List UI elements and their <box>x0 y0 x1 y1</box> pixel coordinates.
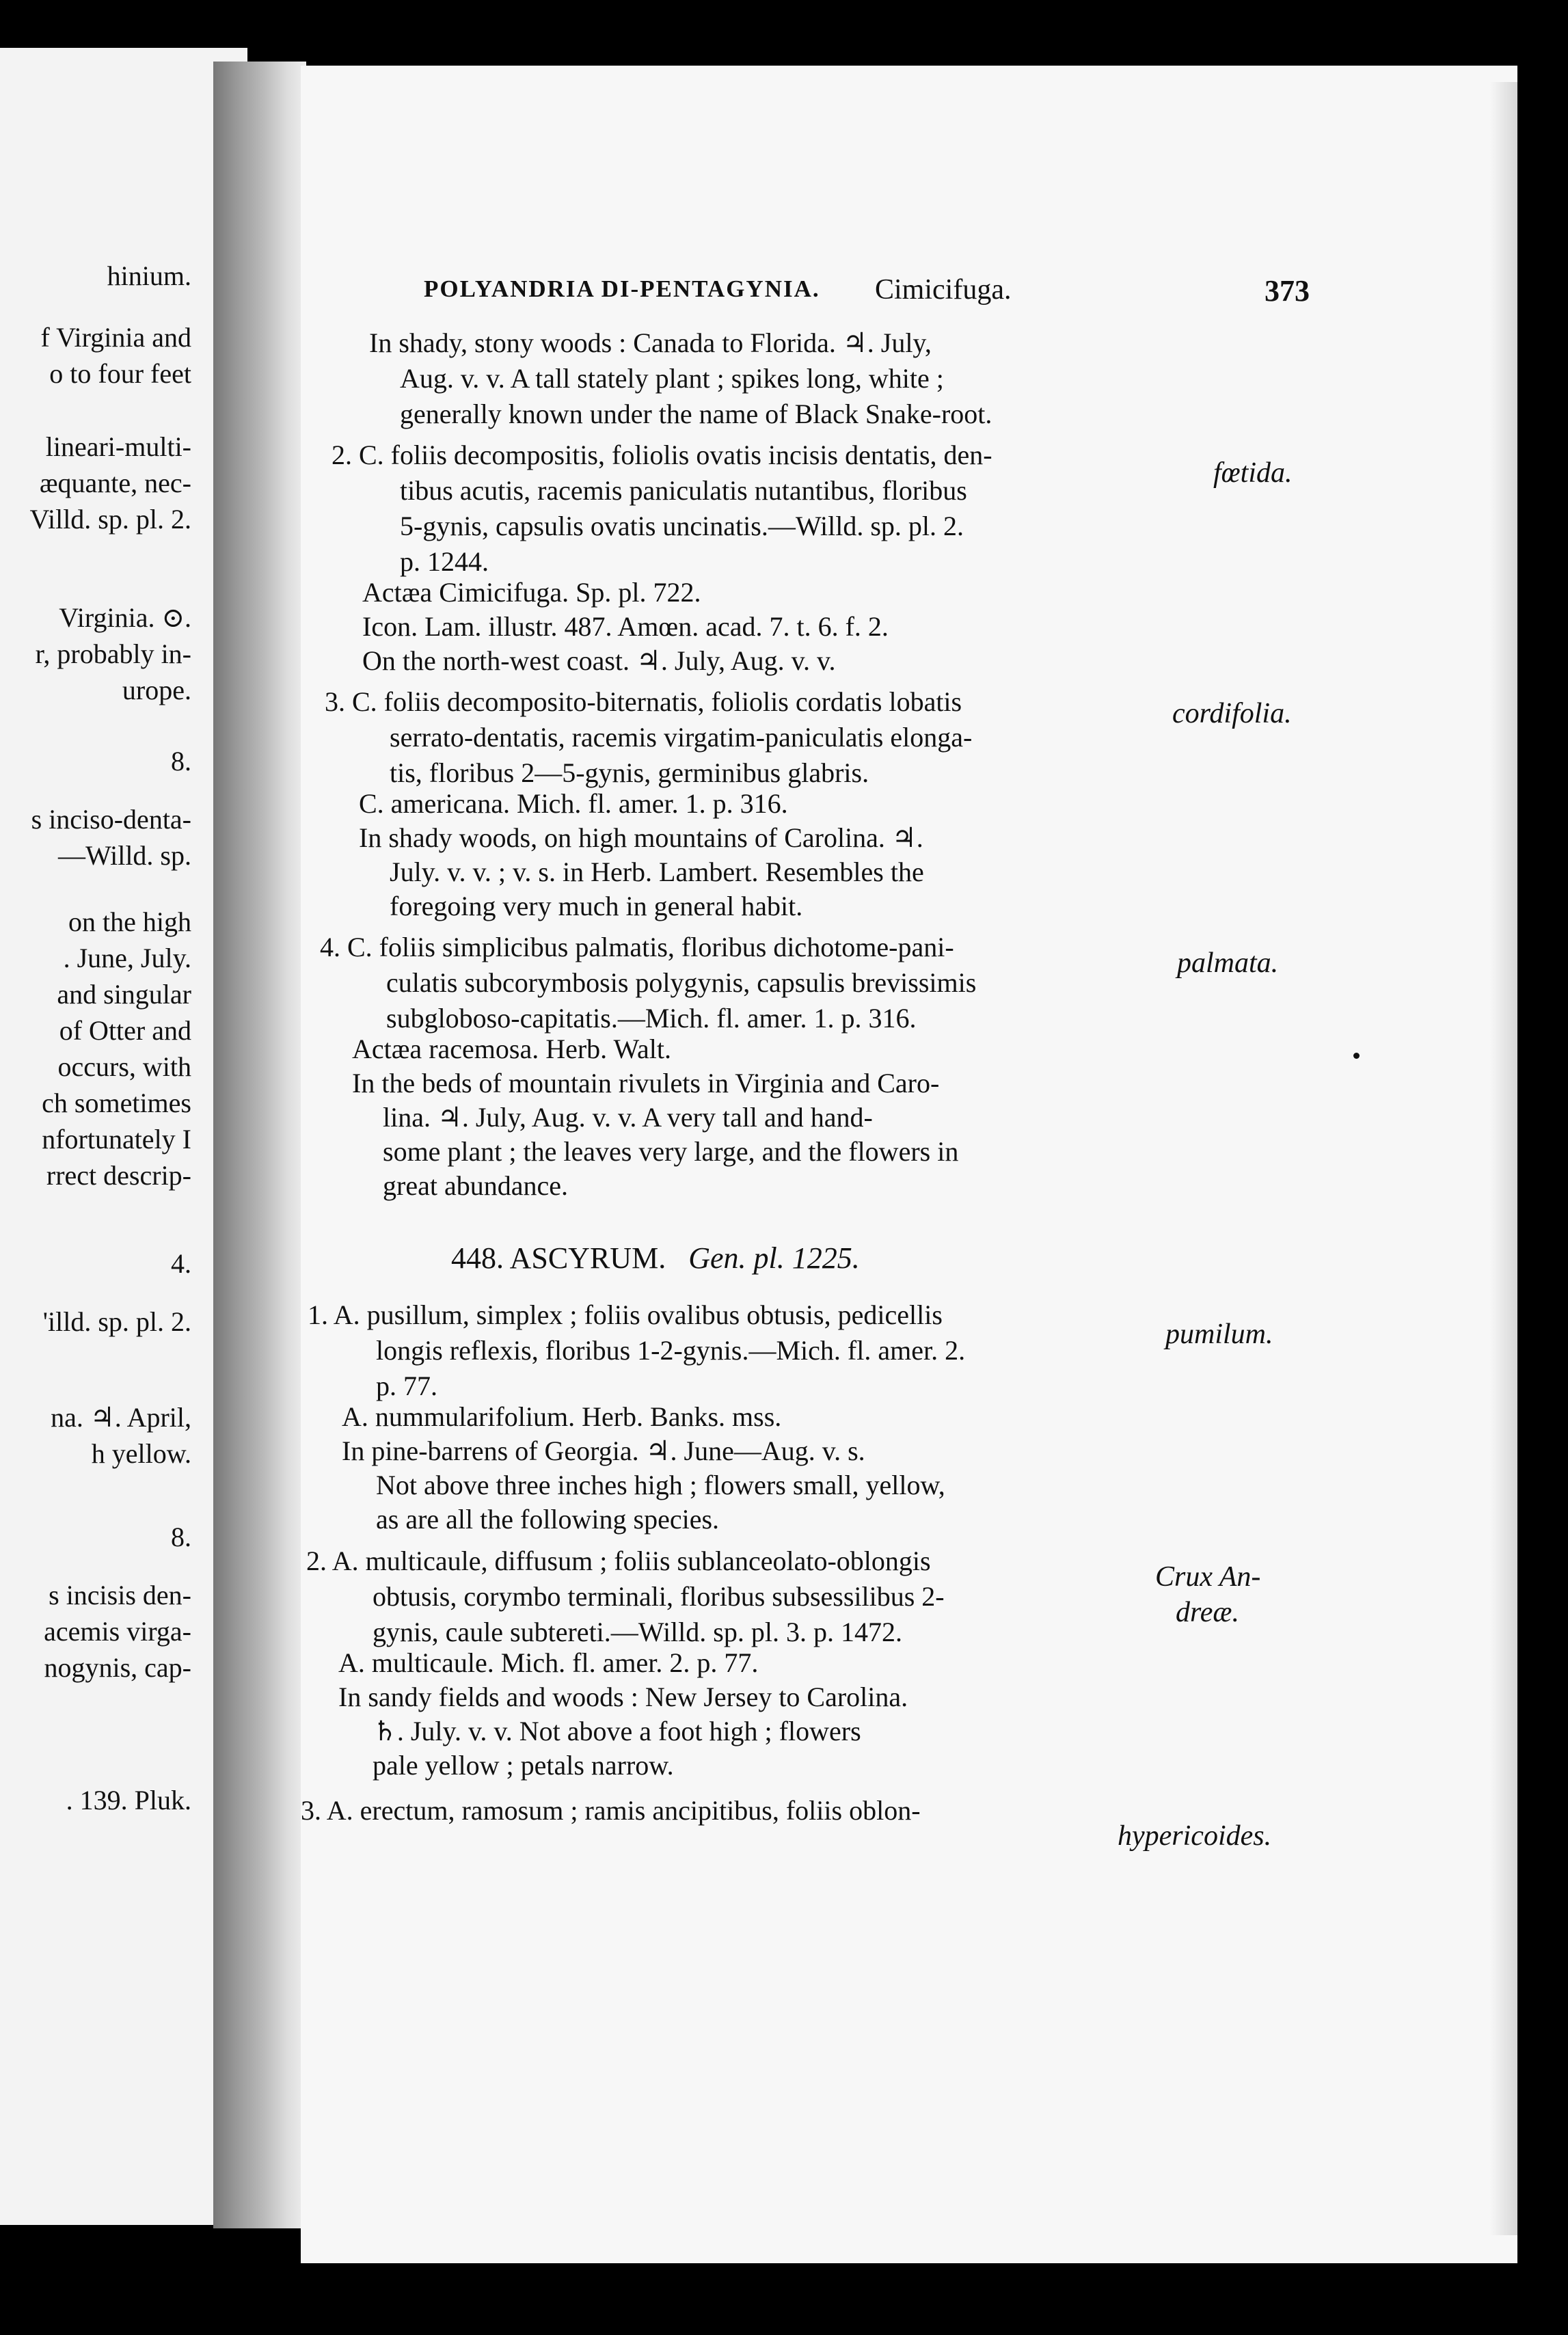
text-line: tibus acutis, racemis paniculatis nutantibus, floribus <box>400 475 967 506</box>
text-line: subgloboso-capitatis.—Mich. fl. amer. 1. p. 316. <box>386 1003 917 1034</box>
facing-page-line: nfortunately I <box>42 1124 191 1155</box>
facing-page-line: æquante, nec- <box>39 468 191 498</box>
facing-page-line: 8. <box>171 1522 191 1552</box>
facing-page-line: rrect descrip- <box>46 1160 191 1191</box>
text-line: A. multicaule. Mich. fl. amer. 2. p. 77. <box>338 1647 759 1678</box>
species-name: palmata. <box>1177 947 1279 979</box>
page-number: 373 <box>1265 274 1310 308</box>
text-line: July. v. v. ; v. s. in Herb. Lambert. Resembles the <box>390 856 924 887</box>
text-line: obtusis, corymbo terminali, floribus subsessilibus 2- <box>373 1581 945 1612</box>
text-line: p. 1244. <box>400 546 489 577</box>
text-line: as are all the following species. <box>376 1504 720 1535</box>
facing-page-line: and singular <box>57 979 191 1010</box>
facing-page-line: occurs, with <box>57 1051 191 1082</box>
species-name: Crux An- <box>1155 1561 1261 1593</box>
text-line: In pine-barrens of Georgia. ♃. June—Aug. v. s. <box>342 1435 865 1466</box>
facing-page-line: urope. <box>122 675 191 705</box>
text-line: gynis, caule subtereti.—Willd. sp. pl. 3. p. 1472. <box>373 1617 902 1647</box>
facing-page-line: s incisis den- <box>49 1580 191 1610</box>
text-line: Aug. v. v. A tall stately plant ; spikes long, white ; <box>400 363 944 394</box>
text-line: Not above three inches high ; flowers small, yellow, <box>376 1470 945 1500</box>
text-line: serrato-dentatis, racemis virgatim-paniculatis elonga- <box>390 722 973 753</box>
species-name: cordifolia. <box>1172 698 1292 729</box>
text-line: lina. ♃. July, Aug. v. v. A very tall and hand- <box>383 1102 873 1133</box>
species-name: hypericoides. <box>1118 1820 1272 1852</box>
facing-page-line: r, probably in- <box>35 638 191 669</box>
text-line: In the beds of mountain rivulets in Virginia and Caro- <box>352 1068 940 1098</box>
text-line: Actæa Cimicifuga. Sp. pl. 722. <box>362 577 701 608</box>
species-name: dreæ. <box>1176 1597 1239 1628</box>
text-line: culatis subcorymbosis polygynis, capsulis brevissimis <box>386 967 977 998</box>
facing-page-line: . June, July. <box>63 943 191 973</box>
facing-page-line: . 139. Pluk. <box>66 1785 191 1816</box>
facing-page-line: na. ♃. April, <box>51 1402 191 1433</box>
text-line: A. nummularifolium. Herb. Banks. mss. <box>342 1401 782 1432</box>
page-edge-shadow <box>1490 82 1517 2235</box>
text-line: Actæa racemosa. Herb. Walt. <box>352 1034 671 1064</box>
text-line: p. 77. <box>376 1371 437 1401</box>
text-line: 3. C. foliis decomposito-biternatis, foliolis cordatis lobatis <box>325 686 962 717</box>
text-line: generally known under the name of Black Snake-root. <box>400 399 992 429</box>
facing-page-line: o to four feet <box>49 358 191 389</box>
running-title: POLYANDRIA DI-PENTAGYNIA. <box>424 275 820 302</box>
text-line: ♄. July. v. v. Not above a foot high ; flowers <box>373 1716 861 1746</box>
text-line: 2. A. multicaule, diffusum ; foliis sublanceolato-oblongis <box>306 1546 931 1576</box>
facing-page-line: f Virginia and <box>40 322 191 353</box>
species-name: pumilum. <box>1165 1319 1273 1350</box>
section-number: 448. <box>451 1241 504 1275</box>
text-line: foregoing very much in general habit. <box>390 891 803 921</box>
facing-page <box>0 48 247 2225</box>
text-line: 4. C. foliis simplicibus palmatis, floribus dichotome-pani- <box>320 932 954 962</box>
section-genus: ASCYRUM. <box>509 1241 666 1275</box>
species-name: fœtida. <box>1213 457 1293 489</box>
text-line: On the north-west coast. ♃. July, Aug. v. v. <box>362 645 836 676</box>
text-line: longis reflexis, floribus 1-2-gynis.—Mich. fl. amer. 2. <box>376 1335 966 1366</box>
text-line: 2. C. foliis decompositis, foliolis ovatis incisis dentatis, den- <box>332 440 992 470</box>
facing-page-line: lineari-multi- <box>45 431 191 462</box>
facing-page-line: Villd. sp. pl. 2. <box>29 504 191 535</box>
facing-page-line: of Otter and <box>59 1015 191 1046</box>
facing-page-line: nogynis, cap- <box>44 1652 191 1683</box>
facing-page-line: acemis virga- <box>44 1616 191 1647</box>
text-line: some plant ; the leaves very large, and the flowers in <box>383 1136 959 1167</box>
book-gutter <box>213 62 306 2228</box>
text-line: In shady, stony woods : Canada to Florida. ♃. July, <box>369 327 932 358</box>
text-line: 3. A. erectum, ramosum ; ramis ancipitibus, foliis oblon- <box>301 1795 921 1826</box>
facing-page-line: Virginia. ⊙. <box>59 602 191 633</box>
section-reference: Gen. pl. 1225. <box>688 1241 860 1275</box>
facing-page-line: 'illd. sp. pl. 2. <box>42 1306 191 1337</box>
text-line: C. americana. Mich. fl. amer. 1. p. 316. <box>359 788 788 819</box>
text-line: 5-gynis, capsulis ovatis uncinatis.—Willd. sp. pl. 2. <box>400 511 964 541</box>
facing-page-line: —Willd. sp. <box>57 840 191 871</box>
text-line: tis, floribus 2—5-gynis, germinibus glabris. <box>390 757 869 788</box>
speck <box>1353 1053 1360 1059</box>
facing-page-line: hinium. <box>107 260 191 291</box>
facing-page-line: h yellow. <box>91 1438 191 1469</box>
facing-page-line: on the high <box>68 906 191 937</box>
text-line: Icon. Lam. illustr. 487. Amœn. acad. 7. t. 6. f. 2. <box>362 611 889 642</box>
facing-page-line: s inciso-denta- <box>31 804 191 835</box>
section-heading <box>451 1241 860 1276</box>
facing-page-line: 4. <box>171 1248 191 1279</box>
text-line: great abundance. <box>383 1170 568 1201</box>
text-line: pale yellow ; petals narrow. <box>373 1750 674 1781</box>
text-line: In shady woods, on high mountains of Carolina. ♃. <box>359 822 923 853</box>
text-line: In sandy fields and woods : New Jersey to Carolina. <box>338 1682 908 1712</box>
facing-page-line: 8. <box>171 746 191 777</box>
facing-page-line: ch sometimes <box>42 1088 191 1118</box>
running-genus: Cimicifuga. <box>875 274 1012 306</box>
text-line: 1. A. pusillum, simplex ; foliis ovalibus obtusis, pedicellis <box>308 1299 943 1330</box>
